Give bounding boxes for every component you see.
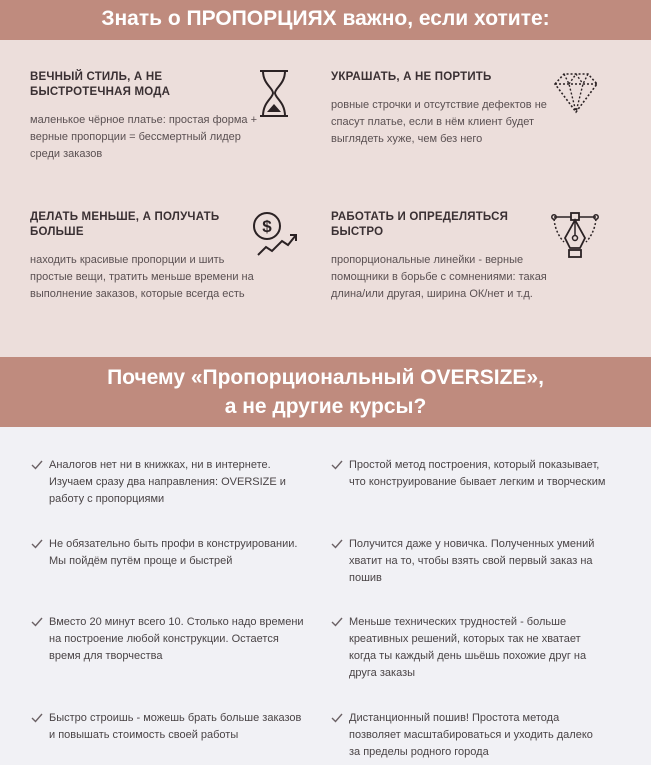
check-icon — [31, 617, 43, 627]
list-item-text: Получится даже у новичка. Полученных умений хватит на то, чтобы взять свой первый заказ на пошив — [349, 538, 595, 584]
feature-title: РАБОТАТЬ И ОПРЕДЕЛЯТЬСЯ БЫСТРО — [331, 211, 509, 238]
check-icon — [31, 713, 43, 723]
list-item-text: Быстро строишь - можешь брать больше заказов и повышать стоимость своей работы — [49, 712, 302, 741]
list-item-text: Простой метод построения, который показывает, что конструирование бывает легким и творческим — [349, 459, 606, 488]
list-item-text: Меньше технических трудностей - больше креативных решений, которых так не хватает когда ты каждый день шьёшь похожие друг на друга заказы — [349, 616, 587, 679]
list-item — [331, 710, 606, 761]
section1-title: Знать о ПРОПОРЦИЯХ важно, если хотите: — [0, 0, 651, 40]
feature-text: ровные строчки и отсутствие дефектов не спасут платье, если в нём клиент будет выглядеть хуже, чем без него — [331, 99, 547, 145]
check-icon — [31, 539, 43, 549]
list-item-text: Не обязательно быть профи в конструировании. Мы пойдём путём проще и быстрей — [49, 538, 298, 567]
why-course-section — [0, 427, 651, 765]
check-icon — [331, 617, 343, 627]
feature-text: маленькое чёрное платье: простая форма + верные пропорции = бессмертный лидер среди заказов — [30, 114, 258, 160]
list-item — [331, 536, 606, 587]
hourglass-icon — [252, 68, 302, 118]
feature-title: ВЕЧНЫЙ СТИЛЬ, А НЕ БЫСТРОТЕЧНАЯ МОДА — [30, 71, 171, 98]
diamond-icon — [551, 68, 601, 118]
feature-do-less-get-more — [30, 210, 260, 303]
list-item-text: Аналогов нет ни в книжках, ни в интернете. Изучаем сразу два направления: OVERSIZE и работу с пропорциями — [49, 459, 286, 505]
feature-work-fast — [331, 210, 561, 303]
list-item — [331, 457, 606, 491]
feature-title: ДЕЛАТЬ МЕНЬШЕ, А ПОЛУЧАТЬ БОЛЬШЕ — [30, 211, 220, 238]
feature-eternal-style — [30, 70, 260, 163]
feature-text: пропорциональные линейки - верные помощники в борьбе с сомнениями: такая длина/или другая, ширина ОК/нет и т.д. — [331, 254, 547, 300]
list-item — [331, 614, 606, 682]
list-item-text: Дистанционный пошив! Простота метода позволяет масштабироваться и уходить далеко за пределы родного города — [349, 712, 593, 758]
feature-title: УКРАШАТЬ, А НЕ ПОРТИТЬ — [331, 71, 492, 83]
check-icon — [331, 713, 343, 723]
list-item — [31, 536, 306, 570]
list-item — [31, 457, 306, 508]
section2-title-line1: Почему «Пропорциональный OVERSIZE», — [107, 366, 544, 389]
check-icon — [331, 539, 343, 549]
list-item-text: Вместо 20 минут всего 10. Столько надо времени на построение любой конструкции. Остается время для творчества — [49, 616, 304, 662]
feature-text: находить красивые пропорции и шить простые вещи, тратить меньше времени на выполнение заказов, которые всегда есть — [30, 254, 254, 300]
list-item — [31, 710, 306, 744]
check-icon — [31, 460, 43, 470]
dollar-growth-icon — [248, 210, 298, 260]
feature-decorate — [331, 70, 561, 148]
pen-tool-icon — [551, 210, 601, 260]
section2-title — [0, 357, 651, 427]
svg-text:$: $ — [262, 217, 272, 236]
list-item — [31, 614, 306, 665]
section2-title-line2: а не другие курсы? — [224, 395, 427, 418]
proportions-benefits-section — [0, 40, 651, 357]
check-icon — [331, 460, 343, 470]
